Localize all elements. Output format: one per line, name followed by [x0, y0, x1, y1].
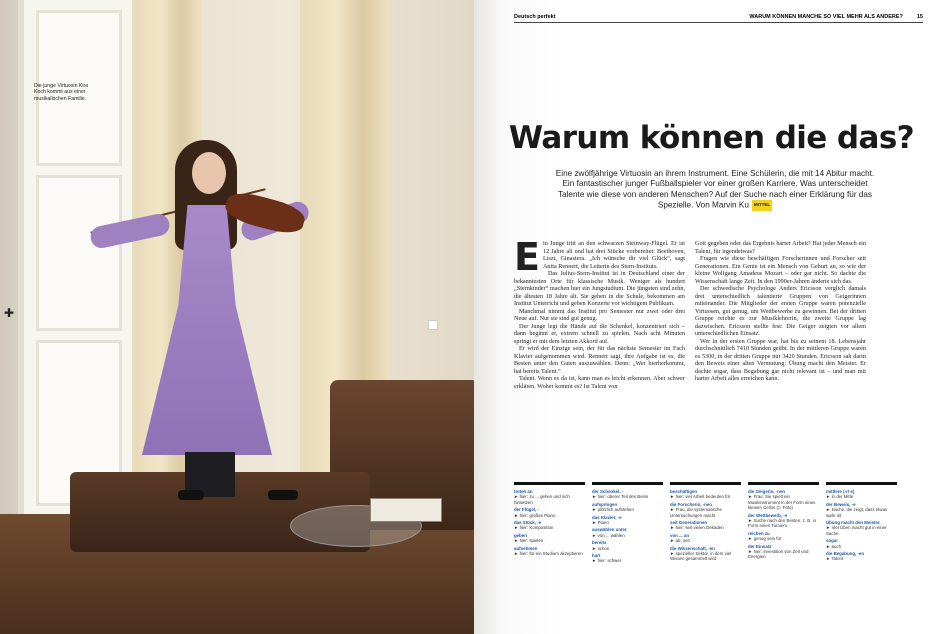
glossary-term: sogar [826, 538, 838, 544]
glossary-definition: ► plötzlich aufstehen [592, 507, 634, 513]
glossary-term: die Wissenschaft, -en [670, 545, 715, 551]
text-column-1 [514, 235, 685, 390]
window [18, 0, 140, 520]
glossary-definition: ► Viel Üben macht gut in einer Sache. [826, 525, 887, 536]
glossary-term: mittlere (-r/-s) [826, 489, 855, 494]
glossary-definition: ► schon [592, 545, 610, 551]
page-number: 15 [916, 14, 923, 20]
glossary-definition: ► hier: Komposition [514, 525, 554, 531]
glossary-term: der Wettbewerb, -e [748, 512, 788, 518]
glossary-term: die Forscherin, -nen [670, 501, 712, 507]
glossary-definition: ► hier: oberer Teil des Beins [592, 494, 649, 500]
glossary-definition: ► hier: spielen [514, 538, 544, 544]
paragraph: Wer in der ersten Gruppe war, hat bis zu seinem 18. Lebensjahr durchschnittlich 7410 Stunden geübt. In der mittleren Gruppe waren es 5300, in der dritten Gruppe nur 3420 Stunden. Ericsson sah darin den Beweis einer alten Vermutung: Übung macht den Meister. Er dachte sogar, dass Begabung gar nicht relevant ist – und man mit harter Arbeit alles erreichen kann. [695, 337, 866, 382]
glossary-column [514, 482, 585, 564]
glossary-term: der Einsatz [748, 543, 772, 549]
books [370, 498, 442, 522]
glossary-definition: ► ab; seit [670, 538, 690, 544]
glossary-definition: ► Piano [592, 520, 609, 526]
paragraph: Der schwedische Psychologe Anders Ericsson verglich damals drei unterschiedlich talentierte Gruppen von Geigerinnen miteinander. Die Mitglieder der ersten Gruppe waren potenzielle Virtuosen, gut genug, um Wettbewerbe zu gewinnen. Bei der dritten Gruppe reichte es zur Musiklehrerin, die zweite Gruppe lag dazwischen. Ericsson stellte fest: Die Geiger zeigten vor allem unterschiedlichen Einsatz. [695, 285, 866, 337]
glossary-definition: ► von ... wählen [592, 532, 625, 538]
paragraph: Das Julius-Stern-Institut ist in Deutschland einer der bekanntesten Orte für klassische Musik. Weniger als hundert „Sternkinder“ machen hier ein Jungstudium. Die jüngsten sind zehn, die ältesten 18 Jahre alt. Sie gehen in die Schule, bekommen am Institut Unterricht und geben Konzerte vor wichtigem Publikum. [514, 270, 685, 307]
glossary-term: die Begabung, -en [826, 551, 865, 557]
glossary-term: der Schenkel, - [592, 489, 624, 494]
photo-caption: Die junge Virtuosin Kira Koch kommt aus einer musikalischen Familie. [34, 83, 89, 102]
text-column-2 [695, 240, 866, 383]
shoe-left [178, 490, 204, 500]
glossary-definition: ► Frau, die systematische Untersuchungen macht [670, 507, 722, 518]
glossary-column [592, 482, 663, 564]
paragraph: Gott gegeben oder das Ergebnis harter Arbeit? Hat jeder Mensch ein Talent, für irgendetwas? [695, 240, 866, 255]
glossary-definition: ► hier: schwer [592, 558, 622, 564]
glossary-definition: ► spezieller Sektor, in dem viel Wissen gesammelt wird [670, 551, 732, 562]
running-header [514, 14, 923, 23]
paragraph: Talent. Wenn es da ist, kann man es leicht erkennen. Aber schwer erklären. Woher kommt es? Ist Talent von [514, 375, 685, 390]
glossary-term: von ... an [670, 532, 690, 538]
section-topic: WARUM KÖNNEN MANCHE SO VIEL MEHR ALS ANDERE? [749, 14, 903, 20]
article-lead [554, 169, 876, 211]
glossary-definition: ► Sache, die zeigt, dass etwas wahr ist [826, 507, 888, 518]
glossary-term: der Beweis, -e [826, 501, 856, 507]
glossary [514, 482, 897, 564]
glossary-term: beschäftigen [670, 489, 698, 494]
magazine-name: Deutsch perfekt [514, 14, 556, 20]
glossary-definition: ► hier: für ein Studium akzeptieren [514, 551, 583, 557]
glossary-definition: ► Talent [826, 556, 844, 562]
glossary-definition: ► auch [826, 543, 842, 549]
paragraph: Manchmal nimmt das Institut pro Semester nur zwei oder drei Neue auf. Nur sie sind gut genug. [514, 307, 685, 322]
glossary-definition: ► hier: Investition von Zeit und Energien [748, 549, 809, 560]
paragraph: in Junge tritt an den schwarzen Steinway-Flügel. Er ist 12 Jahre alt und hat drei Stücke vorbereitet: Beethoven, Liszt, Ginastera. „Ich wünsche dir viel Glück“, sagt Anita Rennert, die Leiterin des Stern-Instituts. [542, 240, 685, 270]
glossary-definition: ► genug sein für [748, 536, 782, 542]
glossary-definition: ► hier: zu ... gehen und sich hinsetzen [514, 494, 570, 505]
glossary-term: Übung macht den Meister. [826, 520, 881, 526]
paragraph: Fragen wie diese beschäftigen Forscherinnen und Forscher seit Generationen. Ein Genie ist ein Mensch von Geburt an, so wie der kleine Wolfgang Amadeus Mozart – oder gar nicht. So dachte die Wissenschaft lange Zeit. In den 1990er-Jahren änderte sich das. [695, 255, 866, 285]
glossary-term: geben [514, 532, 527, 538]
glossary-definition: ► hier: großes Piano [514, 512, 556, 518]
glossary-term: aufspringen [592, 501, 618, 507]
glossary-term: bereits [592, 540, 607, 546]
girl-face [192, 152, 226, 194]
glossary-definition: ► hier: seit vielen Dekaden [670, 525, 724, 531]
glossary-term: das Klavier, -e [592, 514, 622, 520]
article-page [474, 0, 949, 634]
glossary-term: die Geigerin, -nen [748, 489, 786, 494]
glossary-definition: ► hier: viel Arbeit bedeuten für [670, 494, 731, 500]
shoe-right [268, 490, 298, 500]
paragraph: Er wird der Einzige sein, der für das nächste Semester im Fach Klavier aufgenommen wird. Rennert sagt, ihre Aufgabe ist es, die Besten unter den Guten auszuwählen. Denn: „Wer hierherkommt, hat bereits Talent.“ [514, 345, 685, 375]
glossary-term: auswählen unter [592, 527, 627, 533]
cover-photo [0, 0, 474, 634]
article-title: Warum können die das? [508, 120, 915, 156]
level-badge: MITTEL [752, 200, 772, 210]
glossary-term: treten an [514, 489, 533, 494]
glossary-column [826, 482, 897, 564]
glossary-term: hart [592, 553, 601, 559]
glossary-term: der Flügel, - [514, 507, 539, 513]
paragraph: Der Junge legt die Hände auf die Schenkel, konzentriert sich – dann beginnt er, extrem schnell zu spielen. Nach acht Minuten springt er mit dem letzten Akkord auf. [514, 322, 685, 345]
glossary-term: aufnehmen [514, 545, 538, 551]
glossary-column [670, 482, 741, 564]
lead-text: Eine zwölfjährige Virtuosin an ihrem Instrument. Eine Schülerin, die mit 14 Abitur macht. Ein fantastischer junger Fußballspieler vor einer großen Karriere. Was unterscheidet Talente wie diese von anderen Menschen? Auf der Suche nach einer Erklärung für das Spezielle. Von Marvin Ku [555, 169, 875, 210]
registration-mark-icon: ✚ [4, 306, 15, 320]
dropcap: E [514, 235, 540, 279]
glossary-column [748, 482, 819, 564]
glossary-term: reichen zu [748, 530, 770, 536]
glossary-term: seit Generationen [670, 520, 708, 526]
glossary-definition: ► in der Mitte [826, 494, 854, 500]
glossary-definition: ► Frau: Sie spielt ein Musikinstrument in der Form eines kleinen Cellos (▷ Foto) [748, 494, 816, 511]
glossary-term: das Stück, -e [514, 520, 542, 526]
glossary-definition: ► Suche nach den Besten, z. B. in Form eines Turniers [748, 518, 817, 529]
wall-socket [428, 320, 438, 330]
